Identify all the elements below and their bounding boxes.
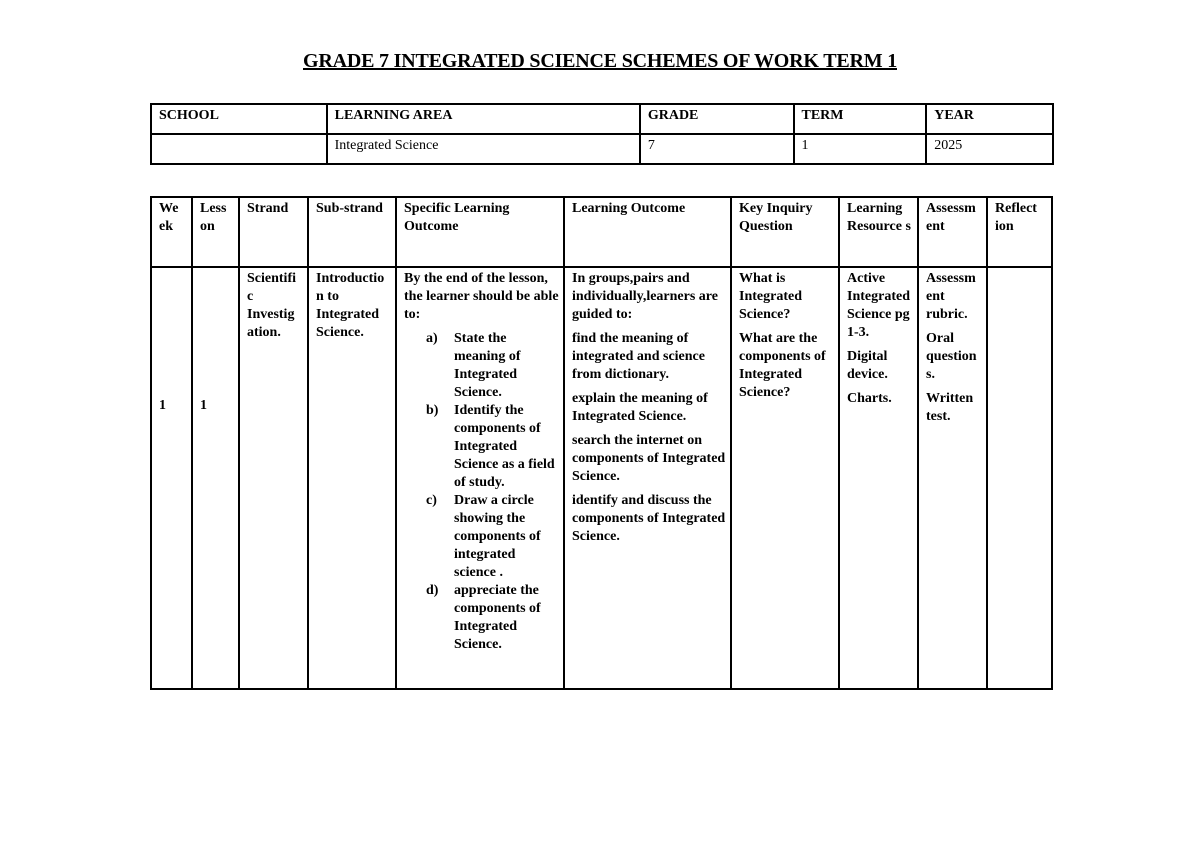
key-question: What are the components of Integrated Science? bbox=[739, 331, 826, 400]
header-week: We ek bbox=[151, 197, 192, 267]
cell-strand: Scientifi c Investig ation. bbox=[239, 267, 308, 689]
resource-item: Active Integrated Science pg 1-3. bbox=[847, 271, 910, 340]
scheme-row bbox=[151, 267, 1052, 689]
assessment-item: Assessm ent rubric. bbox=[926, 271, 976, 322]
cell-reflection bbox=[987, 267, 1052, 689]
info-value-learning-area: Integrated Science bbox=[327, 134, 640, 164]
slo-item bbox=[426, 582, 560, 654]
cell-substrand: Introductio n to Integrated Science. bbox=[308, 267, 396, 689]
scheme-header-row bbox=[151, 197, 1052, 267]
info-value-school bbox=[151, 134, 327, 164]
resource-item: Charts. bbox=[847, 391, 892, 406]
slo-marker: d) bbox=[426, 583, 439, 598]
info-header-year: YEAR bbox=[926, 104, 1053, 134]
document-title: GRADE 7 INTEGRATED SCIENCE SCHEMES OF WORK TERM 1 bbox=[303, 50, 897, 72]
week-value: 1 bbox=[159, 398, 166, 413]
header-lesson: Less on bbox=[192, 197, 239, 267]
cell-key-inquiry-question bbox=[731, 267, 839, 689]
header-key-inquiry-question: Key Inquiry Question bbox=[731, 197, 839, 267]
slo-marker: a) bbox=[426, 331, 438, 346]
assessment-item: Oral question s. bbox=[926, 331, 977, 382]
school-info-table bbox=[150, 103, 1054, 165]
header-assessment: Assessm ent bbox=[918, 197, 987, 267]
slo-marker: c) bbox=[426, 493, 437, 508]
header-substrand: Sub-strand bbox=[308, 197, 396, 267]
slo-marker: b) bbox=[426, 403, 439, 418]
scheme-of-work-table bbox=[150, 196, 1053, 690]
header-learning-outcome: Learning Outcome bbox=[564, 197, 731, 267]
info-value-grade: 7 bbox=[640, 134, 794, 164]
info-value-row bbox=[151, 134, 1053, 164]
slo-item bbox=[426, 492, 560, 582]
assessment-item: Written test. bbox=[926, 391, 974, 424]
slo-item bbox=[426, 402, 560, 492]
lesson-value: 1 bbox=[200, 398, 207, 413]
cell-lesson bbox=[192, 267, 239, 689]
info-header-school: SCHOOL bbox=[151, 104, 327, 134]
learning-outcome-line: identify and discuss the components of Integrated Science. bbox=[572, 493, 726, 544]
header-learning-resources: Learning Resource s bbox=[839, 197, 918, 267]
learning-outcome-line: In groups,pairs and individually,learners are guided to: bbox=[572, 271, 718, 322]
slo-intro: By the end of the lesson, the learner should be able to: bbox=[404, 271, 559, 322]
header-reflection: Reflect ion bbox=[987, 197, 1052, 267]
cell-specific-learning-outcome bbox=[396, 267, 564, 689]
slo-text: State the meaning of Integrated Science. bbox=[454, 331, 521, 400]
slo-text: Identify the components of Integrated Science as a field of study. bbox=[454, 403, 555, 490]
info-header-term: TERM bbox=[794, 104, 927, 134]
cell-week bbox=[151, 267, 192, 689]
cell-assessment bbox=[918, 267, 987, 689]
info-header-grade: GRADE bbox=[640, 104, 794, 134]
learning-outcome-line: explain the meaning of Integrated Science. bbox=[572, 391, 708, 424]
info-header-learning-area: LEARNING AREA bbox=[327, 104, 640, 134]
slo-item bbox=[426, 330, 560, 402]
info-value-year: 2025 bbox=[926, 134, 1053, 164]
header-strand: Strand bbox=[239, 197, 308, 267]
slo-text: Draw a circle showing the components of integrated science . bbox=[454, 493, 541, 580]
key-question: What is Integrated Science? bbox=[739, 271, 802, 322]
learning-outcome-line: find the meaning of integrated and science from dictionary. bbox=[572, 331, 705, 382]
header-specific-learning-outcome: Specific Learning Outcome bbox=[396, 197, 564, 267]
info-value-term: 1 bbox=[794, 134, 927, 164]
cell-learning-resources bbox=[839, 267, 918, 689]
slo-list bbox=[404, 330, 560, 654]
slo-text: appreciate the components of Integrated Science. bbox=[454, 583, 541, 652]
learning-outcome-line: search the internet on components of Integrated Science. bbox=[572, 433, 726, 484]
resource-item: Digital device. bbox=[847, 349, 888, 382]
cell-learning-outcome bbox=[564, 267, 731, 689]
info-header-row bbox=[151, 104, 1053, 134]
